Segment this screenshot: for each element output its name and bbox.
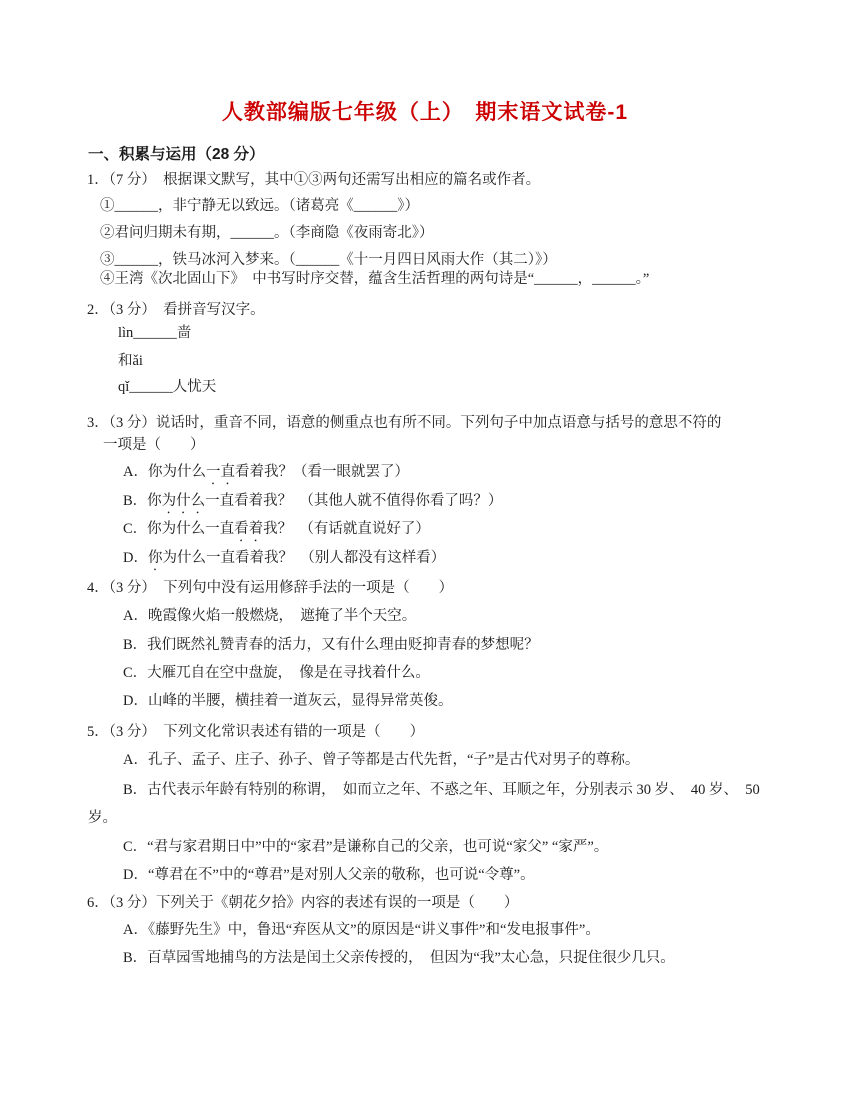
option-label: A． — [123, 464, 148, 480]
q5-option-b-wrap: 岁。 — [88, 810, 117, 826]
q5-option-d: D．“尊君在不”中的“尊君”是对别人父亲的敬称，也可说“令尊”。 — [123, 867, 535, 883]
q6-option-a: A．《藤野先生》中，鲁迅“弃医从文”的原因是“讲义事件”和“发电报事件”。 — [123, 922, 600, 938]
option-text: 你为什么一直 — [147, 521, 235, 537]
q1-item-4: ④王湾《次北固山下》 中书写时序交替，蕴含生活哲理的两句诗是“______，______。” — [100, 271, 650, 287]
option-label: B． — [123, 493, 148, 509]
q2-pinyin-item-1: lìn______啬 — [118, 325, 192, 341]
section-heading: 一、积累与运用（28 分） — [88, 146, 265, 163]
q2-header: 2．（3 分） 看拼音写汉字。 — [87, 302, 265, 318]
q3-header-line2: 一项是（ ） — [103, 437, 205, 453]
q4-option-c: C．大雁兀自在空中盘旋， 像是在寻找着什么。 — [123, 665, 430, 681]
emphasized-text: 为什么 — [161, 493, 206, 509]
option-text: 我？ （有话就直说好了） — [263, 521, 430, 537]
q5-option-a: A．孔子、孟子、庄子、孙子、曾子等都是古代先哲，“子”是古代对男子的尊称。 — [123, 752, 640, 768]
doc-title: 人教部编版七年级（上） 期末语文试卷-1 — [221, 101, 629, 124]
q1-item-2: ②君问归期未有期，______。（李商隐《夜雨寄北》） — [100, 225, 434, 241]
q4-option-b: B．我们既然礼赞青春的活力，又有什么理由贬抑青春的梦想呢？ — [123, 637, 539, 653]
q3-option-a — [123, 463, 409, 488]
option-text: 为什么一直看着我？ （别人都没有这样看） — [162, 550, 446, 566]
q5-header: 5．（3 分） 下列文化常识表述有错的一项是（ ） — [87, 724, 425, 740]
option-text: 你为什么 — [147, 464, 206, 480]
q5-option-c: C．“君与家君期日中”中的“家君”是谦称自己的父亲，也可说“家父” “家严”。 — [123, 839, 609, 855]
q3-option-d — [123, 549, 445, 574]
option-label: C． — [123, 521, 148, 537]
q1-item-3: ③______，铁马冰河入梦来。（______《十一月四日风雨大作（其二）》） — [100, 252, 557, 268]
q4-option-a: A．晚霞像火焰一般燃烧， 遮掩了半个天空。 — [123, 608, 417, 624]
q2-pinyin-item-2: 和ǎi — [118, 353, 143, 369]
q1-item-1: ①______，非宁静无以致远。（诸葛亮《______》） — [100, 198, 419, 214]
q6-header: 6．（3 分）下列关于《朝花夕拾》内容的表述有误的一项是（ ） — [87, 895, 519, 911]
emphasized-text: 看着 — [234, 521, 264, 537]
option-label: D． — [123, 550, 148, 566]
option-text: 看着我？（看一眼就罢了） — [234, 464, 409, 480]
q4-header: 4．（3 分） 下列句中没有运用修辞手法的一项是（ ） — [87, 580, 454, 596]
q1-header: 1．（7 分） 根据课文默写，其中①③两句还需写出相应的篇名或作者。 — [87, 172, 541, 188]
q2-pinyin-item-3: qǐ______人忧天 — [118, 379, 217, 395]
option-text: 一直看着我？ （其他人就不值得你看了吗？） — [205, 493, 503, 509]
q3-option-c — [123, 520, 430, 545]
q5-option-b: B．古代表示年龄有特别的称谓， 如而立之年、不惑之年、耳顺之年，分别表示 30 岁、 40 岁、 50 — [123, 782, 760, 798]
q4-option-d: D．山峰的半腰，横挂着一道灰云，显得异常英俊。 — [123, 693, 453, 709]
emphasized-text: 你 — [147, 550, 163, 566]
q3-header-line1: 3．（3 分）说话时，重音不同，语意的侧重点也有所不同。下列句子中加点语意与括号的意思不符的 — [87, 415, 722, 431]
option-text: 你 — [147, 493, 162, 509]
emphasized-text: 一直 — [205, 464, 235, 480]
q6-option-b: B．百草园雪地捕鸟的方法是闰土父亲传授的， 但因为“我”太心急，只捉住很少几只。 — [123, 950, 675, 966]
q3-option-b — [123, 492, 502, 517]
